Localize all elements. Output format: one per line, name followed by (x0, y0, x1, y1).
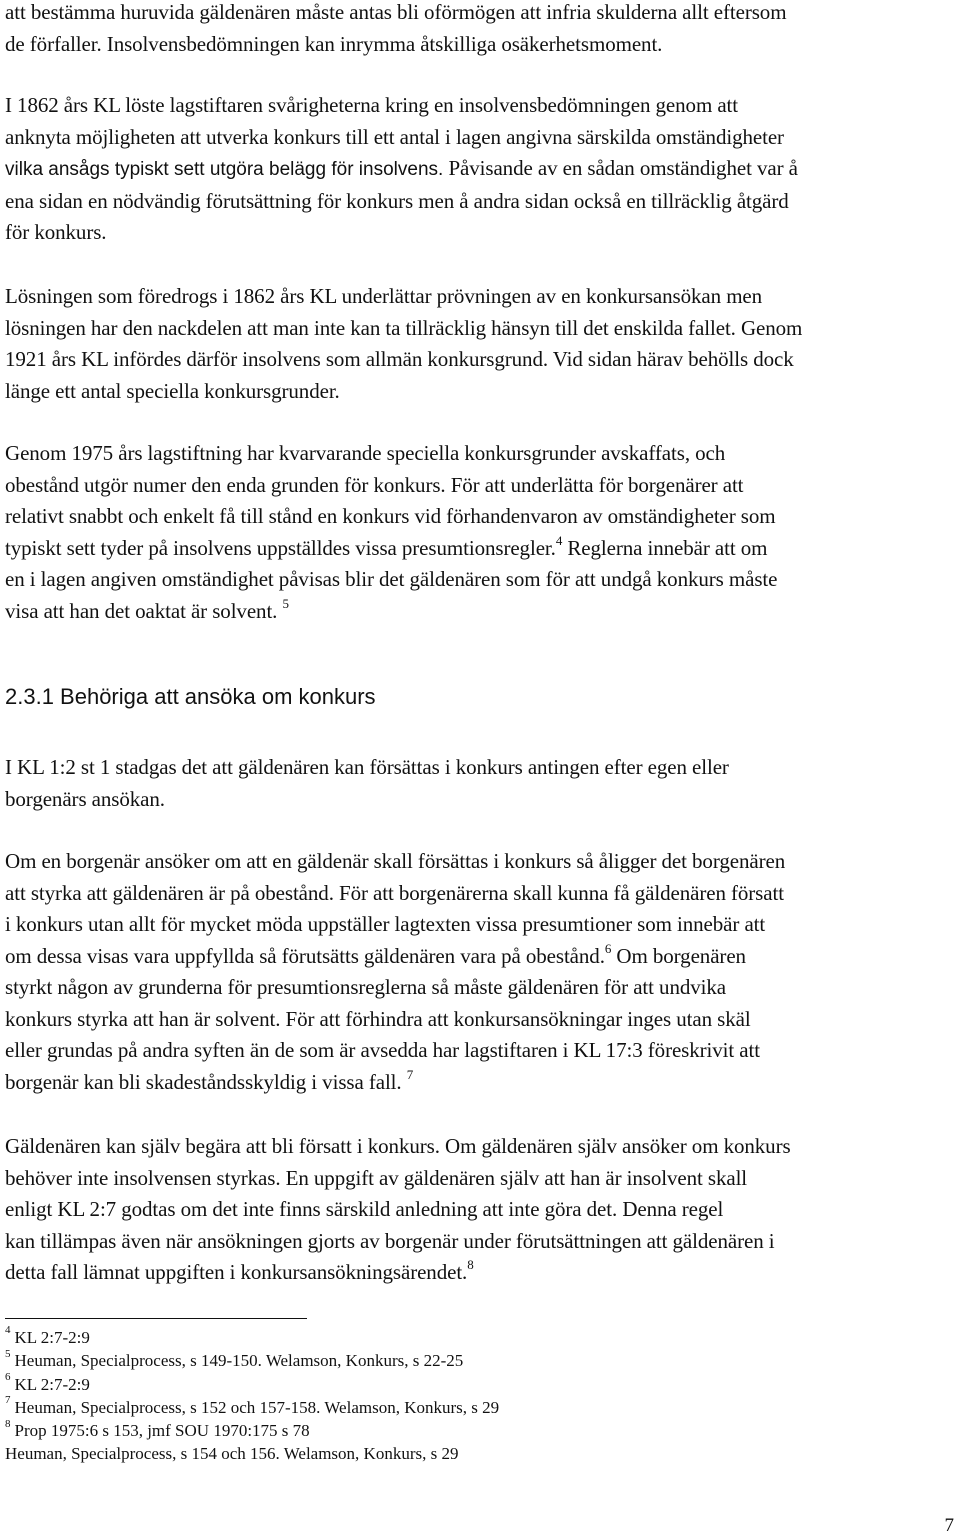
footnote-number: 8 (5, 1417, 11, 1430)
footnote-number: 4 (5, 1324, 11, 1337)
footnotes (5, 1326, 905, 1466)
text-run: borgenär kan bli skadeståndsskyldig i vissa fall. (5, 1069, 402, 1094)
text-line: att styrka att gäldenären är på obestånd. För att borgenärerna skall kunna få gäldenären försatt (5, 880, 784, 905)
text-line: de förfaller. Insolvensbedömningen kan inrymma åtskilliga osäkerhetsmoment. (5, 31, 663, 56)
footnote-item (5, 1419, 905, 1442)
text-line (5, 153, 957, 186)
paragraph-1862-kl (5, 90, 957, 249)
footnote-text: KL 2:7-2:9 (14, 1328, 90, 1347)
text-run: typiskt sett tyder på insolvens uppställdes vissa presumtionsregler. (5, 535, 556, 560)
text-line: obestånd utgör numer den enda grunden för konkurs. För att underlätta för borgenärer att (5, 472, 744, 497)
text-line (5, 596, 957, 628)
text-line: länge ett antal speciella konkursgrunder. (5, 378, 340, 403)
paragraph-1975-legislation (5, 438, 957, 627)
text-line: ena sidan en nödvändig förutsättning för konkurs men å andra sidan också en tillräcklig åtgärd (5, 188, 789, 213)
text-line: enligt KL 2:7 godtas om det inte finns särskild anledning att inte göra det. Denna regel (5, 1197, 724, 1221)
footnote-ref[interactable]: 6 (604, 940, 612, 956)
text-line: lösningen har den nackdelen att man inte kan ta tillräcklig hänsyn till det enskilda fallet. Genom (5, 315, 803, 340)
text-run: Reglerna innebär att om (562, 535, 768, 560)
paragraph-creditor-application (5, 846, 957, 1098)
footnote-item (5, 1442, 905, 1465)
text-line: I 1862 års KL löste lagstiftaren svårigheterna kring en insolvensbedömningen genom att (5, 93, 739, 117)
paragraph-kl-1-2 (5, 752, 957, 815)
footnote-number: 6 (5, 1370, 11, 1383)
text-line: borgenärs ansökan. (5, 786, 165, 811)
footnote-ref[interactable]: 8 (467, 1257, 474, 1272)
text-line: konkurs styrka att han är solvent. För att förhindra att konkursansökningar inges utan skäl (5, 1006, 751, 1031)
footnote-text: Heuman, Specialprocess, s 154 och 156. Welamson, Konkurs, s 29 (5, 1444, 459, 1464)
text-line: anknyta möjligheten att utverka konkurs till ett antal i lagen angivna särskilda omständigheter (5, 124, 784, 149)
text-line: relativt snabbt och enkelt få till stånd en konkurs vid förhandenvaron av omständigheter som (5, 504, 776, 528)
footnote-number: 7 (5, 1394, 11, 1407)
text-line: Om en borgenär ansöker om att en gäldenär skall försättas i konkurs så åligger det borgenären (5, 849, 786, 873)
footnote-text: Heuman, Specialprocess, s 149-150. Welamson, Konkurs, s 22-25 (14, 1351, 464, 1371)
text-line: att bestämma huruvida gäldenären måste antas bli oförmögen att infria skulderna allt eftersom (5, 0, 787, 24)
footnote-item (5, 1326, 905, 1349)
footnote-ref[interactable]: 7 (406, 1066, 414, 1082)
paragraph-debtor-application (5, 1131, 957, 1289)
text-line: I KL 1:2 st 1 stadgas det att gäldenären kan försättas i konkurs antingen efter egen eller (5, 755, 729, 779)
text-line: i konkurs utan allt för mycket möda uppställer lagtexten vissa presumtioner som innebär att (5, 912, 766, 936)
footnote-ref[interactable]: 4 (555, 532, 563, 548)
text-line: 1921 års KL infördes därför insolvens som allmän konkursgrund. Vid sidan härav behölls dock (5, 347, 794, 371)
footnote-item (5, 1396, 905, 1419)
text-line: behöver inte insolvensen styrkas. En uppgift av gäldenären själv att han är insolvent skall (5, 1165, 748, 1190)
section-heading: 2.3.1 Behöriga att ansöka om konkurs (5, 684, 376, 709)
text-line (5, 1067, 957, 1099)
text-run: vilka ansågs typiskt sett utgöra belägg för insolvens. (5, 159, 444, 180)
text-line: styrkt någon av grunderna för presumtionsreglerna så måste gäldenären för att undvika (5, 975, 727, 999)
text-run: Påvisande av en sådan omständighet var å (443, 156, 798, 180)
text-line (5, 533, 957, 565)
paragraph-solution-1862 (5, 281, 957, 407)
text-line: Genom 1975 års lagstiftning har kvarvarande speciella konkursgrunder avskaffats, och (5, 441, 726, 465)
text-line: Lösningen som föredrogs i 1862 års KL underlättar prövningen av en konkursansökan men (5, 284, 763, 308)
page-number: 7 (944, 1515, 954, 1536)
footnote-text: Heuman, Specialprocess, s 152 och 157-158. Welamson, Konkurs, s 29 (14, 1397, 500, 1417)
footnote-ref[interactable]: 5 (282, 595, 289, 611)
footnote-item (5, 1370, 905, 1396)
footnote-item (5, 1349, 905, 1372)
footnote-number: 5 (5, 1347, 11, 1360)
footnote-text: Prop 1975:6 s 153, jmf SOU 1970:175 s 78 (14, 1421, 310, 1441)
footnote-text: KL 2:7-2:9 (14, 1374, 90, 1394)
text-line (5, 1257, 957, 1289)
text-line: eller grundas på andra syften än de som är avsedda har lagstiftaren i KL 17:3 föreskrivit att (5, 1038, 760, 1062)
text-line: en i lagen angiven omständighet påvisas blir det gäldenären som för att undgå konkurs måste (5, 567, 778, 591)
text-line: Gäldenären kan själv begära att bli försatt i konkurs. Om gäldenären själv ansöker om konkurs (5, 1134, 791, 1158)
text-run: visa att han det oaktat är solvent. (5, 598, 278, 623)
text-run: om dessa visas vara uppfyllda så förutsätts gäldenären vara på obestånd. (5, 943, 605, 968)
text-line: för konkurs. (5, 220, 107, 244)
paragraph-insolvency-assessment (5, 0, 957, 60)
text-line (5, 941, 957, 973)
text-run: detta fall lämnat uppgiften i konkursansökningsärendet. (5, 1260, 468, 1284)
footnote-divider (5, 1318, 307, 1319)
text-run: Om borgenären (611, 943, 746, 968)
text-line: kan tillämpas även när ansökningen gjorts av borgenär under förutsättningen att gäldenären i (5, 1228, 775, 1253)
